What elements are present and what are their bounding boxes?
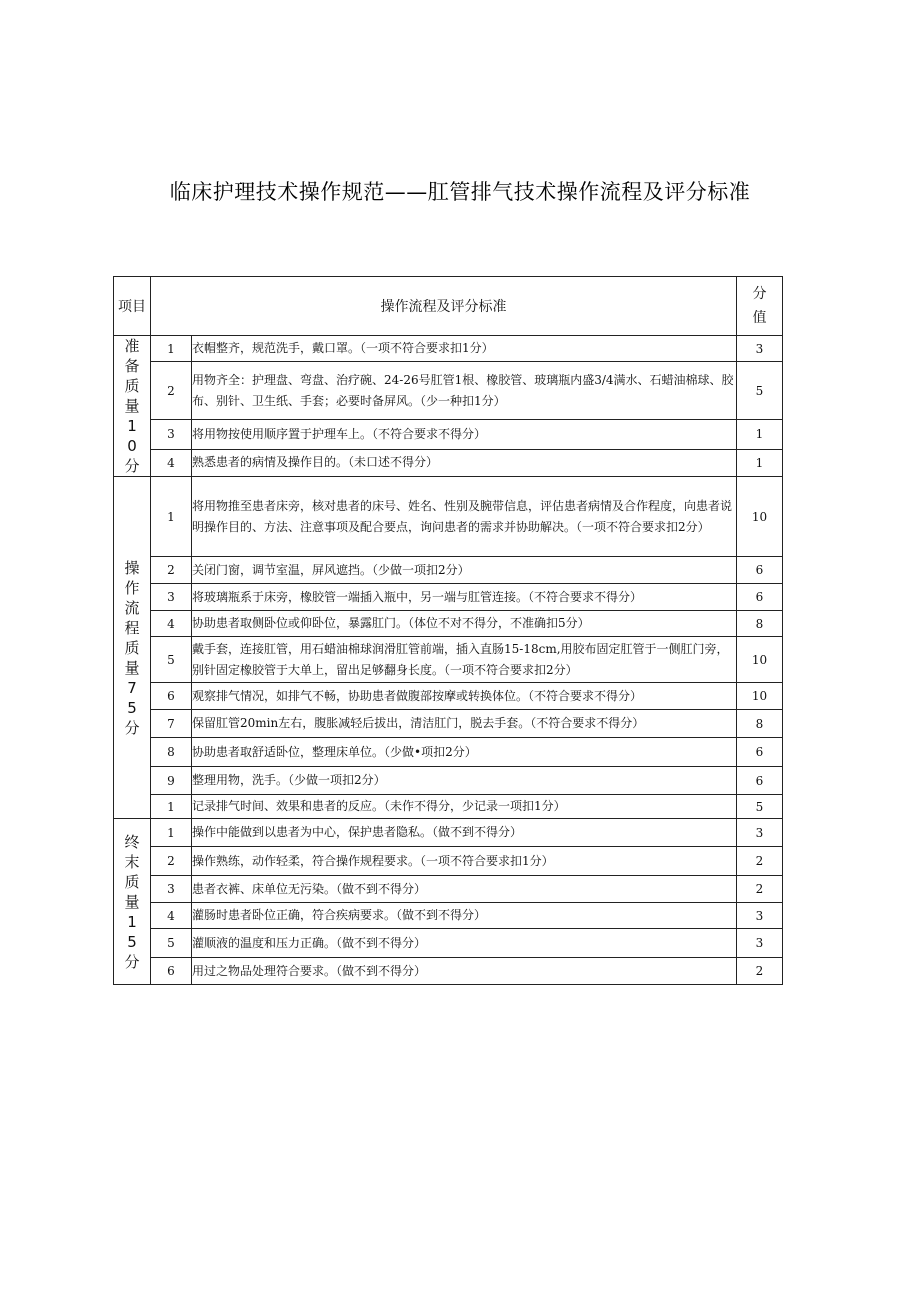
item-number: 4 [151,903,192,929]
item-criteria: 记录排气时间、效果和患者的反应。（未作不得分，少记录一项扣1分） [192,795,737,819]
item-score: 2 [737,847,783,876]
table-row [114,738,783,767]
page-title: 临床护理技术操作规范——肛管排气技术操作流程及评分标准 [169,180,751,204]
table-body [114,336,783,985]
item-criteria: 将玻璃瓶系于床旁，橡胶管一端插入瓶中，另一端与肛管连接。（不符合要求不得分） [192,584,737,611]
item-score: 10 [737,477,783,557]
table-row [114,611,783,637]
table-row [114,903,783,929]
item-criteria: 戴手套，连接肛管，用石蜡油棉球润滑肛管前端，插入直肠15-18cm,用胶布固定肛管于一侧肛门旁，别针固定橡胶管于大单上，留出足够翻身长度。（一项不符合要求扣2分） [192,637,737,683]
section-label [114,819,151,985]
header-score [737,277,783,336]
table-row [114,958,783,985]
section-label-text: 终末质量15分 [124,832,140,971]
table-header-row [114,277,783,336]
item-score: 3 [737,929,783,958]
header-score-line1: 分 [752,286,767,302]
item-number: 6 [151,958,192,985]
table-row [114,767,783,795]
item-number: 3 [151,584,192,611]
item-criteria: 用过之物品处理符合要求。（做不到不得分） [192,958,737,985]
table-row [114,819,783,847]
item-criteria: 用物齐全：护理盘、弯盘、治疗碗、24-26号肛管1根、橡胶管、玻璃瓶内盛3/4满水、石蜡油棉球、胶布、别针、卫生纸、手套；必要时备屏风。（少一种扣1分） [192,362,737,420]
table-row [114,362,783,420]
item-number: 2 [151,362,192,420]
item-criteria: 整理用物，洗手。（少做一项扣2分） [192,767,737,795]
item-criteria: 保留肛管20min左右，腹胀减轻后拔出，清洁肛门，脱去手套。（不符合要求不得分） [192,710,737,738]
table-row [114,847,783,876]
item-criteria: 灌顺液的温度和压力正确。（做不到不得分） [192,929,737,958]
item-criteria: 协助患者取舒适卧位，整理床单位。（少做•项扣2分） [192,738,737,767]
item-number: 2 [151,847,192,876]
item-number: 6 [151,683,192,710]
table-row [114,876,783,903]
item-score: 6 [737,584,783,611]
item-criteria: 协助患者取侧卧位或仰卧位，暴露肛门。（体位不对不得分，不准确扣5分） [192,611,737,637]
item-number: 7 [151,710,192,738]
item-number: 1 [151,795,192,819]
table-row [114,683,783,710]
item-score: 1 [737,420,783,449]
section-label-text: 准备质量10分 [124,337,140,475]
item-criteria: 观察排气情况，如排气不畅，协助患者做腹部按摩或转换体位。（不符合要求不得分） [192,683,737,710]
item-criteria: 熟悉患者的病情及操作目的。（未口述不得分） [192,449,737,476]
table-row [114,449,783,476]
header-section: 项目 [114,277,151,336]
item-score: 8 [737,710,783,738]
item-score: 5 [737,362,783,420]
item-score: 2 [737,876,783,903]
item-criteria: 操作熟练，动作轻柔，符合操作规程要求。（一项不符合要求扣1分） [192,847,737,876]
item-score: 8 [737,611,783,637]
header-criteria: 操作流程及评分标准 [151,277,737,336]
header-score-line2: 值 [752,310,767,326]
table-row [114,477,783,557]
table-row [114,637,783,683]
table-row [114,795,783,819]
item-score: 6 [737,738,783,767]
item-score: 10 [737,637,783,683]
item-number: 4 [151,449,192,476]
item-number: 2 [151,557,192,584]
item-score: 3 [737,336,783,362]
item-score: 3 [737,819,783,847]
item-number: 3 [151,420,192,449]
item-number: 1 [151,819,192,847]
item-score: 5 [737,795,783,819]
item-number: 5 [151,929,192,958]
item-score: 6 [737,557,783,584]
item-criteria: 将用物推至患者床旁，核对患者的床号、姓名、性别及腕带信息，评估患者病情及合作程度，向患者说明操作目的、方法、注意事项及配合要点，询问患者的需求并协助解决。（一项不符合要求扣2分） [192,477,737,557]
item-criteria: 患者衣裤、床单位无污染。（做不到不得分） [192,876,737,903]
table-row [114,929,783,958]
item-criteria: 操作中能做到以患者为中心，保护患者隐私。（做不到不得分） [192,819,737,847]
item-number: 1 [151,336,192,362]
item-criteria: 灌肠时患者卧位正确，符合疾病要求。（做不到不得分） [192,903,737,929]
item-number: 8 [151,738,192,767]
table-row [114,420,783,449]
table-row [114,710,783,738]
item-number: 5 [151,637,192,683]
section-label [114,336,151,477]
section-label [114,477,151,819]
item-score: 6 [737,767,783,795]
item-number: 3 [151,876,192,903]
section-label-text: 操作流程质量75分 [124,558,140,737]
item-score: 3 [737,903,783,929]
table-row [114,336,783,362]
table-row [114,584,783,611]
item-criteria: 将用物按使用顺序置于护理车上。（不符合要求不得分） [192,420,737,449]
item-number: 4 [151,611,192,637]
item-criteria: 关闭门窗，调节室温，屏风遮挡。（少做一项扣2分） [192,557,737,584]
scoring-table [113,276,783,985]
item-score: 10 [737,683,783,710]
item-number: 1 [151,477,192,557]
item-number: 9 [151,767,192,795]
item-score: 2 [737,958,783,985]
item-score: 1 [737,449,783,476]
item-criteria: 衣帽整齐，规范洗手，戴口罩。（一项不符合要求扣1分） [192,336,737,362]
table-row [114,557,783,584]
